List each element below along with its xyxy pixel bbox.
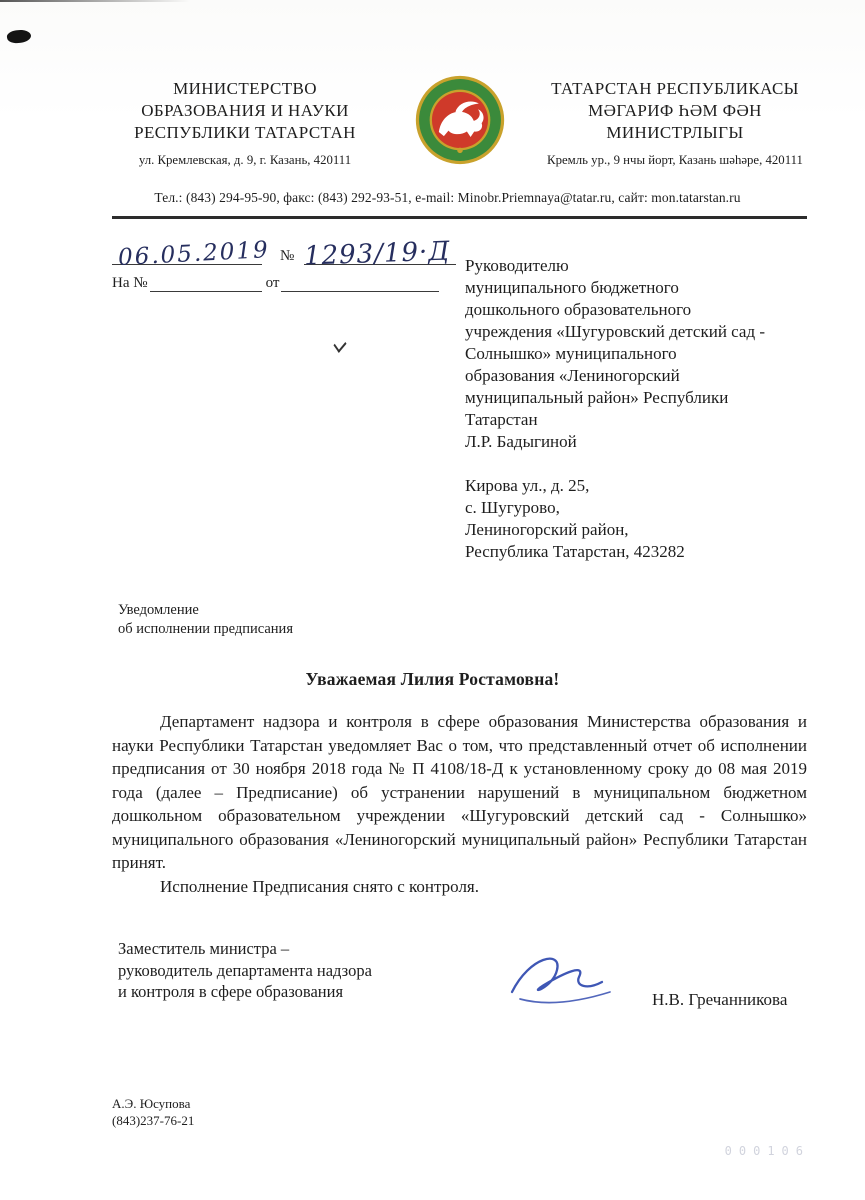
reply-number-blank: [150, 276, 262, 292]
coat-of-arms-icon: [414, 74, 506, 166]
recipient-address-line: Кирова ул., д. 25,: [465, 476, 590, 495]
outgoing-number-row: [112, 225, 457, 272]
recipient-address-line: с. Шугурово,: [465, 498, 560, 517]
ministry-name-tt-line: ТАТАРСТАН РЕСПУБЛИКАСЫ: [551, 79, 799, 98]
ministry-name-tatar: [535, 78, 815, 168]
executor-phone: (843)237-76-21: [112, 1113, 195, 1128]
scan-artifact-blob: [6, 28, 32, 44]
ministry-name-ru-line: ОБРАЗОВАНИЯ И НАУКИ: [141, 101, 349, 120]
scan-artifact-edge: [0, 0, 190, 2]
number-write-in-line: [303, 236, 456, 272]
subject-line-2: об исполнении предписания: [118, 621, 293, 637]
signer-position-line: Заместитель министра –: [118, 939, 290, 958]
signer-name: Н.В. Гречанникова: [652, 990, 788, 1009]
handwritten-date: 06.05.2019: [117, 237, 271, 271]
recipient-address-line: Лениногорский район,: [465, 520, 629, 539]
recipient-line: дошкольного образовательного: [465, 300, 692, 319]
handwritten-number: 1293/19·Д: [303, 236, 452, 272]
recipient-line: муниципальный район» Республики: [465, 388, 729, 407]
recipient-spacer: [465, 453, 807, 475]
recipient-line: образования «Лениногорский: [465, 366, 680, 385]
handwritten-signature: [490, 946, 640, 1023]
ministry-address-russian: ул. Кремлевская, д. 9, г. Казань, 420111: [138, 153, 352, 167]
recipient-line: учреждения «Шугуровский детский сад -: [465, 322, 766, 341]
signature-stroke-icon: [490, 946, 640, 1018]
letterhead: [105, 78, 815, 168]
ministry-name-russian: [105, 78, 385, 168]
reply-from-label: от: [265, 275, 280, 291]
executor-name: А.Э. Юсупова: [112, 1096, 191, 1111]
reference-and-recipient: [112, 225, 807, 563]
body-paragraph-1: Департамент надзора и контроля в сфере образования Министерства образования и науки Республики Татарстан уведомляет Вас о том, что представленный отчет об исполнении предписания от 30 ноября 2018 года № П 4108/18-Д к установленному сроку до 08 мая 2019 года (далее – Предписание) об устранении нарушений в муниципальном бюджетном дошкольном образовательном учреждении «Шугуровский детский сад - Солнышко» муниципального образования «Лениногорский муниципальный район» Республики Татарстан принят.: [112, 712, 807, 872]
reply-prefix-label: На №: [112, 275, 148, 291]
body-paragraph-2: Исполнение Предписания снято с контроля.: [160, 876, 479, 896]
signer-position-line: руководитель департамента надзора: [118, 960, 372, 980]
tatarstan-emblem: [385, 74, 535, 168]
subject-block: [118, 601, 865, 639]
executor-block: [112, 1095, 865, 1129]
recipient-address-line: Республика Татарстан, 423282: [465, 542, 685, 561]
letter-body: [112, 710, 807, 898]
recipient-line: Татарстан: [465, 410, 538, 429]
date-write-in-line: [112, 237, 271, 271]
ministry-name-tt-line: МӘГАРИФ ҺӘМ ФӘН: [588, 101, 762, 120]
signer-position-line: и контроля в сфере образования: [118, 982, 344, 1001]
ministry-address-tatar: Кремль ур., 9 нчы йорт, Казань шәһәре, 420111: [547, 153, 803, 167]
reference-block: [112, 225, 457, 563]
recipient-line: Солнышко» муниципального: [465, 344, 677, 363]
recipient-block: [457, 255, 807, 563]
reply-to-row: [112, 275, 457, 292]
signature-block: [118, 938, 807, 1023]
recipient-line: Руководителю: [465, 256, 569, 275]
ministry-name-ru-line: РЕСПУБЛИКИ ТАТАРСТАН: [134, 123, 356, 142]
ministry-name-ru-line: МИНИСТЕРСТВО: [173, 79, 317, 98]
letterhead-divider: [112, 216, 807, 219]
salutation: Уважаемая Лилия Ростамовна!: [305, 669, 560, 689]
signer-position: [118, 938, 448, 1003]
number-sign-label: №: [280, 248, 295, 264]
ministry-name-tt-line: МИНИСТРЛЫГЫ: [606, 123, 744, 142]
faint-stamp-digits: 000106: [724, 1144, 810, 1158]
recipient-line: муниципального бюджетного: [465, 278, 679, 297]
recipient-name: Л.Р. Бадыгиной: [465, 432, 577, 451]
reply-date-blank: [281, 276, 439, 292]
subject-line-1: Уведомление: [118, 602, 199, 618]
contact-line: Тел.: (843) 294-95-90, факс: (843) 292-93-51, e-mail: Minobr.Priemnaya@tatar.ru, сайт: mon.tatarstan.ru: [154, 190, 741, 205]
